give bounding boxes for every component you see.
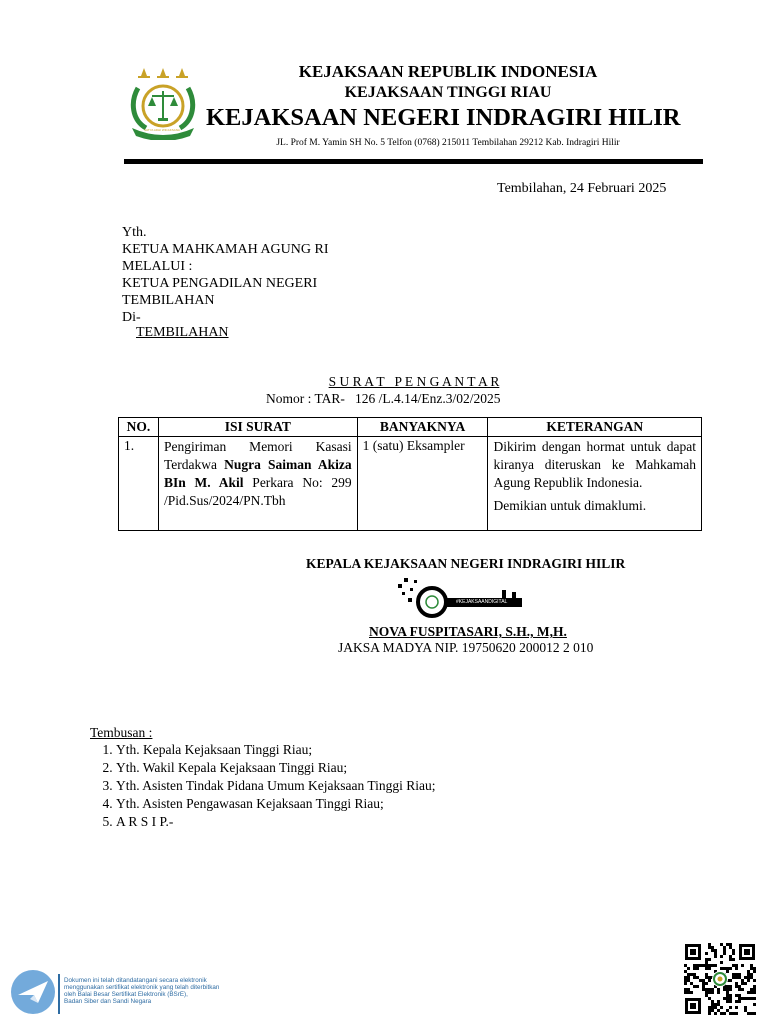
defendant-name: Nugra Saiman Akiza BIn M. Akil: [163, 457, 352, 490]
qr-module: [684, 976, 687, 979]
qr-module: [738, 985, 741, 988]
column-header-no: NO.: [119, 418, 159, 437]
qr-module: [747, 973, 750, 976]
qr-module: [717, 1003, 720, 1006]
qr-module: [726, 994, 729, 997]
qr-module: [684, 991, 687, 994]
qr-module: [687, 976, 690, 979]
qr-module: [732, 1012, 735, 1015]
qr-module: [693, 973, 696, 976]
qr-module: [735, 994, 738, 997]
letter-title-wrap: [0, 374, 768, 390]
qr-module: [696, 964, 699, 967]
qr-module: [732, 949, 735, 952]
qr-module: [726, 991, 729, 994]
qr-module: [687, 988, 690, 991]
column-header-keterangan: KETERANGAN: [488, 418, 702, 437]
qr-module: [714, 1006, 717, 1009]
qr-module: [693, 976, 696, 979]
list-item: 3. Yth. Asisten Tindak Pidana Umum Kejaksaan Tinggi Riau;: [116, 777, 436, 795]
qr-module: [708, 988, 711, 991]
qr-module: [729, 979, 732, 982]
qr-module: [723, 949, 726, 952]
qr-module: [732, 976, 735, 979]
qr-module: [714, 1003, 717, 1006]
qr-module: [708, 1006, 711, 1009]
qr-module: [729, 994, 732, 997]
qr-module: [729, 985, 732, 988]
qr-module: [705, 991, 708, 994]
qr-module: [747, 1012, 750, 1015]
recipient-block: [122, 224, 329, 326]
qr-module: [699, 964, 702, 967]
list-item: 5. A R S I P.-: [116, 813, 436, 831]
qr-module: [708, 958, 711, 961]
qr-module: [702, 979, 705, 982]
qr-module: [684, 979, 687, 982]
qr-module: [705, 976, 708, 979]
qr-module: [711, 964, 714, 967]
qr-module: [753, 997, 756, 1000]
qr-module: [711, 1009, 714, 1012]
stamp-text: #KEJAKSAANDIGITAL: [456, 599, 508, 605]
qr-module: [714, 955, 717, 958]
isi-text-b: Perkara No: 299 /Pid.Sus/2024/PN.Tbh: [163, 475, 352, 508]
qr-module: [726, 988, 729, 991]
qr-module: [699, 979, 702, 982]
esign-note: [64, 977, 219, 1005]
qr-module: [687, 991, 690, 994]
qr-module: [750, 967, 753, 970]
qr-module: [729, 955, 732, 958]
qr-module: [702, 964, 705, 967]
qr-module: [729, 943, 732, 946]
qr-module: [717, 1000, 720, 1003]
qr-module: [690, 991, 693, 994]
qr-module: [711, 1003, 714, 1006]
qr-module: [696, 985, 699, 988]
qr-module: [750, 997, 753, 1000]
qr-module: [741, 997, 744, 1000]
qr-module: [729, 1012, 732, 1015]
digital-signature-stamp: [398, 574, 524, 618]
qr-module: [747, 976, 750, 979]
esign-note-line: Badan Siber dan Sandi Negara: [64, 998, 152, 1005]
qr-module: [750, 964, 753, 967]
qr-module: [726, 985, 729, 988]
qr-module: [747, 991, 750, 994]
qr-module: [732, 952, 735, 955]
qr-module: [729, 1000, 732, 1003]
qr-module: [684, 970, 687, 973]
esign-note-line: menggunakan sertifikat elektronik yang telah diterbitkan: [64, 984, 220, 991]
qr-module: [744, 997, 747, 1000]
qr-module: [744, 976, 747, 979]
table-header-row: [119, 418, 702, 437]
qr-module: [714, 949, 717, 952]
table-row: [119, 437, 702, 531]
letter-date: Tembilahan, 24 Februari 2025: [497, 181, 667, 196]
qr-module: [687, 973, 690, 976]
qr-module: [753, 1003, 756, 1006]
qr-module: [696, 976, 699, 979]
qr-module: [708, 967, 711, 970]
qr-module: [726, 967, 729, 970]
qr-module: [705, 964, 708, 967]
qr-module: [696, 967, 699, 970]
footer-divider: [58, 974, 60, 1014]
letter-table: [118, 417, 702, 531]
qr-module: [747, 970, 750, 973]
qr-module: [732, 964, 735, 967]
recipient-line: MELALUI :: [122, 259, 193, 274]
keterangan-closing: Demikian untuk dimaklumi.: [493, 498, 647, 513]
star-icons: [138, 68, 188, 78]
qr-module: [723, 952, 726, 955]
qr-module: [735, 967, 738, 970]
qr-module: [741, 988, 744, 991]
qr-module: [720, 1012, 723, 1015]
cell-banyaknya: 1 (satu) Eksampler: [357, 437, 488, 531]
qr-module: [723, 1012, 726, 1015]
bsre-logo: [8, 967, 58, 1017]
keterangan-text: Dikirim dengan hormat untuk dapat kiranya diteruskan ke Mahkamah Agung Republik Indonesia.: [493, 439, 696, 490]
qr-module: [720, 967, 723, 970]
qr-module: [729, 946, 732, 949]
qr-module: [750, 988, 753, 991]
qr-module: [753, 970, 756, 973]
list-item: 2. Yth. Wakil Kepala Kejaksaan Tinggi Riau;: [116, 759, 436, 777]
qr-module: [708, 964, 711, 967]
qr-module: [708, 946, 711, 949]
header-address: JL. Prof M. Yamin SH No. 5 Telfon (0768) 215011 Tembilahan 29212 Kab. Indragiri Hilir: [276, 138, 620, 148]
qr-module: [738, 976, 741, 979]
qr-module: [705, 961, 708, 964]
qr-module: [738, 997, 741, 1000]
list-item: 1. Yth. Kepala Kejaksaan Tinggi Riau;: [116, 741, 436, 759]
qr-module: [714, 964, 717, 967]
qr-module: [720, 961, 723, 964]
qr-module: [750, 991, 753, 994]
header-line-2: KEJAKSAAN TINGGI RIAU: [344, 84, 552, 101]
cell-no: 1.: [119, 437, 159, 531]
qr-module: [735, 1012, 738, 1015]
qr-module: [735, 964, 738, 967]
qr-module: [732, 958, 735, 961]
qr-module: [750, 976, 753, 979]
column-header-isi: ISI SURAT: [158, 418, 357, 437]
qr-module: [723, 988, 726, 991]
qr-module: [705, 982, 708, 985]
qr-module: [705, 967, 708, 970]
qr-module: [735, 985, 738, 988]
qr-module: [708, 991, 711, 994]
qr-module: [723, 967, 726, 970]
header-line-1: KEJAKSAAN REPUBLIK INDONESIA: [298, 62, 598, 81]
esign-note-line: oleh Balai Besar Sertifikat Elektronik (BSrE),: [64, 991, 188, 998]
qr-module: [753, 991, 756, 994]
qr-module: [702, 985, 705, 988]
qr-module: [744, 1006, 747, 1009]
qr-module: [684, 964, 687, 967]
qr-module: [720, 955, 723, 958]
qr-module: [753, 988, 756, 991]
header-divider: [124, 159, 703, 164]
qr-module: [729, 997, 732, 1000]
qr-module: [693, 964, 696, 967]
qr-module: [711, 1000, 714, 1003]
qr-module: [708, 979, 711, 982]
qr-module: [753, 1012, 756, 1015]
qr-module: [753, 985, 756, 988]
qr-module: [708, 997, 711, 1000]
qr-module: [738, 1000, 741, 1003]
qr-module: [705, 994, 708, 997]
qr-module: [735, 973, 738, 976]
header-line-3: KEJAKSAAN NEGERI INDRAGIRI HILIR: [206, 104, 681, 131]
qr-module: [738, 973, 741, 976]
qr-module: [687, 979, 690, 982]
qr-module: [726, 943, 729, 946]
isi-text-a: Pengiriman Memori Kasasi Terdakwa: [163, 439, 352, 472]
qr-code: [684, 943, 756, 1015]
qr-module: [741, 979, 744, 982]
qr-module: [723, 997, 726, 1000]
qr-module: [747, 979, 750, 982]
column-header-banyaknya: BANYAKNYA: [357, 418, 488, 437]
signature-title: KEPALA KEJAKSAAN NEGERI INDRAGIRI HILIR: [306, 556, 626, 571]
qr-module: [726, 1000, 729, 1003]
qr-module: [717, 988, 720, 991]
esign-note-line: Dokumen ini telah ditandatangani secara elektronik: [64, 977, 207, 984]
recipient-line: Di-: [122, 310, 141, 325]
qr-module: [726, 997, 729, 1000]
qr-module: [711, 1006, 714, 1009]
qr-module: [738, 994, 741, 997]
qr-module: [702, 988, 705, 991]
qr-module: [687, 967, 690, 970]
qr-module: [711, 946, 714, 949]
qr-module: [708, 943, 711, 946]
qr-module: [705, 952, 708, 955]
qr-module: [717, 1009, 720, 1012]
qr-module: [753, 967, 756, 970]
qr-module: [738, 988, 741, 991]
recipient-place: TEMBILAHAN: [136, 325, 229, 340]
qr-module: [702, 982, 705, 985]
qr-module: [690, 982, 693, 985]
qr-module: [708, 976, 711, 979]
qr-module: [735, 976, 738, 979]
qr-module: [729, 958, 732, 961]
qr-module: [750, 973, 753, 976]
letter-number: Nomor : TAR- 126 /L.4.14/Enz.3/02/2025: [266, 391, 501, 406]
cell-keterangan: [488, 437, 702, 531]
qr-module: [693, 967, 696, 970]
qr-module: [714, 1012, 717, 1015]
qr-module: [684, 988, 687, 991]
recipient-line: Yth.: [122, 225, 147, 240]
signatory-name: NOVA FUSPITASARI, S.H., M,H.: [369, 624, 567, 639]
qr-module: [729, 1006, 732, 1009]
signatory-rank: JAKSA MADYA NIP. 19750620 200012 2 010: [338, 640, 594, 655]
letter-title: S U R A T P E N G A N T A R: [328, 374, 500, 389]
qr-module: [753, 979, 756, 982]
qr-module: [744, 1009, 747, 1012]
qr-module: [705, 988, 708, 991]
qr-module: [711, 988, 714, 991]
qr-module: [708, 1009, 711, 1012]
tembusan-label: Tembusan :: [90, 725, 153, 740]
qr-module: [741, 982, 744, 985]
qr-module: [684, 982, 687, 985]
qr-module: [735, 1000, 738, 1003]
list-item: 4. Yth. Asisten Pengawasan Kejaksaan Tinggi Riau;: [116, 795, 436, 813]
qr-module: [705, 973, 708, 976]
qr-module: [720, 943, 723, 946]
recipient-line: KETUA MAHKAMAH AGUNG RI: [122, 242, 329, 257]
qr-module: [729, 988, 732, 991]
cell-isi: [158, 437, 357, 531]
qr-module: [750, 1012, 753, 1015]
qr-module: [732, 973, 735, 976]
qr-module: [723, 946, 726, 949]
logo-ribbon-text: SATYA ADHI WICAKSANA: [144, 128, 180, 132]
qr-module: [690, 973, 693, 976]
qr-module: [744, 982, 747, 985]
qr-module: [693, 985, 696, 988]
qr-module: [735, 982, 738, 985]
kejaksaan-logo: [124, 66, 202, 140]
qr-module: [747, 997, 750, 1000]
qr-module: [711, 949, 714, 952]
qr-module: [741, 964, 744, 967]
qr-module: [711, 991, 714, 994]
qr-module: [714, 952, 717, 955]
qr-module: [717, 991, 720, 994]
qr-module: [705, 958, 708, 961]
qr-module: [735, 1006, 738, 1009]
qr-module: [729, 967, 732, 970]
qr-module: [726, 970, 729, 973]
qr-module: [726, 1009, 729, 1012]
recipient-line: KETUA PENGADILAN NEGERI: [122, 276, 318, 291]
recipient-line: TEMBILAHAN: [122, 293, 215, 308]
qr-module: [720, 1006, 723, 1009]
tembusan-list: [78, 741, 436, 831]
qr-module: [708, 1012, 711, 1015]
